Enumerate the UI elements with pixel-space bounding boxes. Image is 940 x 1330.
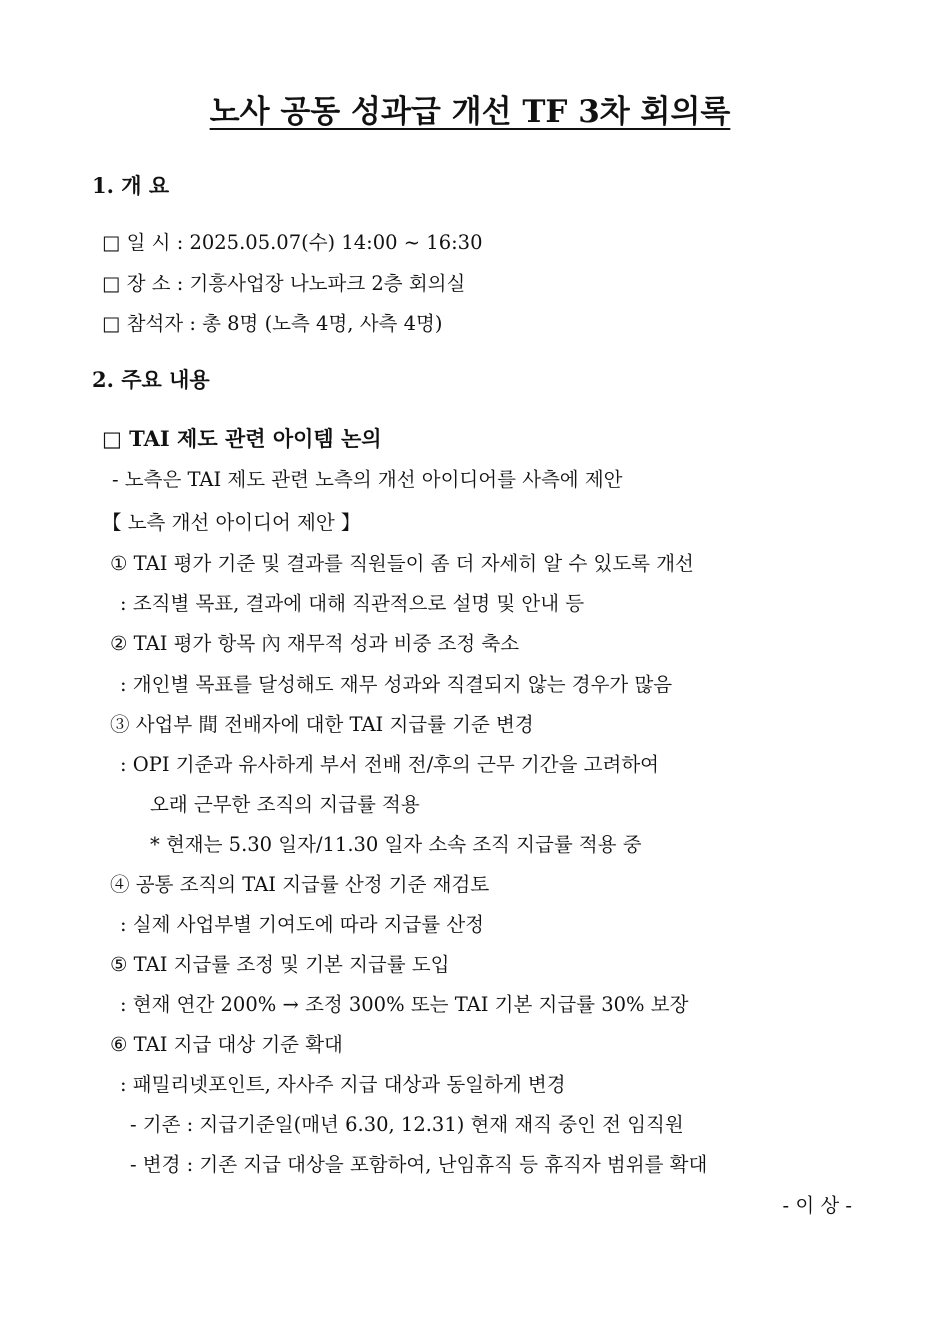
proposal-item-5: ⑤ TAI 지급률 조정 및 기본 지급률 도입	[110, 953, 450, 976]
proposal-item-3: ③ 사업부 間 전배자에 대한 TAI 지급률 기준 변경	[110, 713, 534, 736]
overview-attendees: □ 참석자 : 총 8명 (노측 4명, 사측 4명)	[102, 312, 443, 335]
overview-date: □ 일 시 : 2025.05.07(수) 14:00 ~ 16:30	[102, 231, 483, 254]
discussion-intro: - 노측은 TAI 제도 관련 노측의 개선 아이디어를 사측에 제안	[112, 468, 623, 491]
proposal-detail-4: : 실제 사업부별 기여도에 따라 지급률 산정	[120, 913, 484, 936]
discussion-topic: □ TAI 제도 관련 아이템 논의	[102, 426, 382, 451]
proposal-detail-3b: 오래 근무한 조직의 지급률 적용	[150, 793, 420, 816]
document-title: 노사 공동 성과급 개선 TF 3차 회의록	[209, 94, 731, 130]
section-1-heading: 1. 개 요	[92, 173, 170, 198]
proposal-item-6: ⑥ TAI 지급 대상 기준 확대	[110, 1033, 343, 1056]
proposal-item-2: ② TAI 평가 항목 內 재무적 성과 비중 조정 축소	[110, 632, 520, 655]
proposal-detail-3a: : OPI 기준과 유사하게 부서 전배 전/후의 근무 기간을 고려하여	[120, 753, 659, 776]
proposal-detail-6: : 패밀리넷포인트, 자사주 지급 대상과 동일하게 변경	[120, 1073, 566, 1096]
overview-location: □ 장 소 : 기흥사업장 나노파크 2층 회의실	[102, 272, 466, 295]
proposal-detail-2: : 개인별 목표를 달성해도 재무 성과와 직결되지 않는 경우가 많음	[120, 673, 673, 696]
section-2-heading: 2. 주요 내용	[92, 367, 210, 392]
proposal-item-1: ① TAI 평가 기준 및 결과를 직원들이 좀 더 자세히 알 수 있도록 개선	[110, 552, 694, 575]
closing-mark: - 이 상 -	[782, 1194, 852, 1217]
proposal-detail-5: : 현재 연간 200% → 조정 300% 또는 TAI 기본 지급률 30% 보장	[120, 993, 689, 1016]
proposal-note-3: * 현재는 5.30 일자/11.30 일자 소속 조직 지급률 적용 중	[150, 833, 642, 856]
proposal-item-4: ④ 공통 조직의 TAI 지급률 산정 기준 재검토	[110, 873, 490, 896]
proposal-header: 【 노측 개선 아이디어 제안 】	[102, 511, 361, 534]
document-title-block	[0, 86, 940, 131]
proposal-detail-6-current: - 기존 : 지급기준일(매년 6.30, 12.31) 현재 재직 중인 전 임직원	[130, 1113, 684, 1136]
proposal-detail-1: : 조직별 목표, 결과에 대해 직관적으로 설명 및 안내 등	[120, 592, 585, 615]
proposal-detail-6-change: - 변경 : 기존 지급 대상을 포함하여, 난임휴직 등 휴직자 범위를 확대	[130, 1153, 708, 1176]
